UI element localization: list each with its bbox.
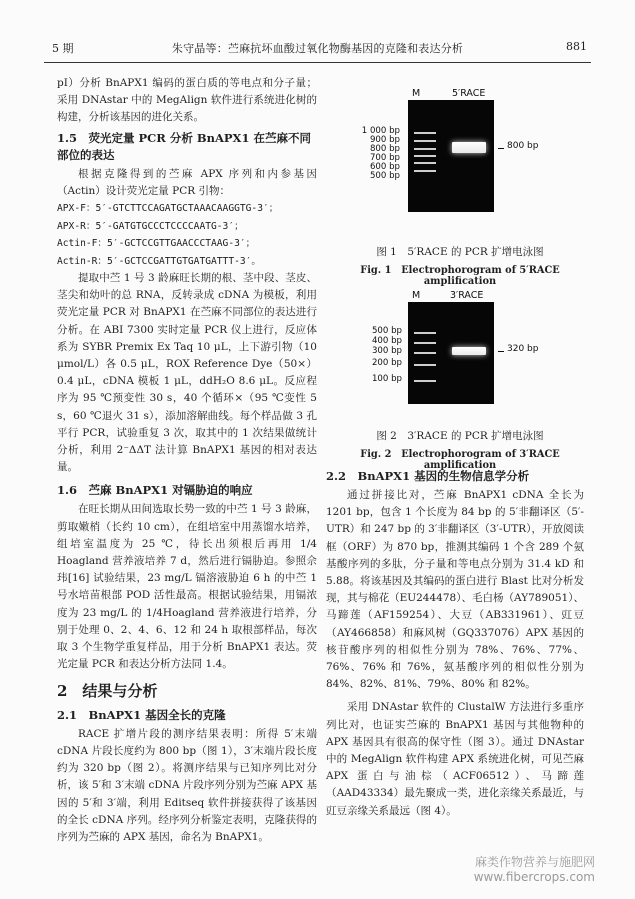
ladder-band [414,162,436,164]
lane-label-marker: M [412,88,421,99]
marker-label: 400 bp [371,336,402,346]
marker-label: 800 bp [369,144,400,154]
ladder-band [414,332,436,334]
section-2-1-paragraph: RACE 扩增片段的测序结果表明：所得 5′末端 cDNA 片段长度约为 800 bp（图 1），3′末端片段长度约为 320 bp（图 2）。将测序结果与已知序列比对分析，该 5′和 3′末端 cDNA 片段序列分别为苎麻 APX 基因的 5′和 3′端，利用 Editseq 软件拼接获得了该基因的全长 cDNA 序列。经序列分析鉴定表明，克隆获得的序列为苎麻的 APX 基因，命名为 BnAPX1。 [57,727,317,843]
marker-label: 300 bp [371,346,402,356]
running-header [44,40,591,58]
ladder-band [414,364,436,366]
section-1-5-heading: 1.5 荧光定量 PCR 分析 BnAPX1 在苎麻不同部位的表达 [57,130,311,162]
ladder-band [414,148,436,150]
watermark-line-1: 麻类作物营养与施肥网 [474,855,595,869]
figure-1-caption-cn: 图 1 5′RACE 的 PCR 扩增电泳图 [376,246,544,258]
watermark-line-2: www.fibercrops.com [473,870,595,884]
ladder-band [414,342,436,344]
section-1-5-paragraph-1: 根据克隆得到的苎麻 APX 序列和内参基因（Actin）设计荧光定量 PCR 引物： [57,167,317,197]
section-2-2-paragraph-1: 通过拼接比对，苎麻 BnAPX1 cDNA 全长为 1201 bp，包含 1 个长度为 84 bp 的 5′非翻译区（5′-UTR）和 247 bp 的 3′非翻译区（3′-UTR），开放阅读框（ORF）为 870 bp，推测其编码 1 个含 289 个氨基酸序列的多肽，分子量和等电点分别为 31.4 kD 和 5.88。将该基因及其编码的蛋白进行 Blast 比对分析发现，其与棉花（EU244478）、毛白杨（AY789051）、马蹄莲（AF159254）、大豆（AB331961）、豇豆（AY466858）和麻风树（GQ337076）APX 基因的核苷酸序列的相似性分别为 78%、76%、77%、76%、76% 和 76%，氨基酸序列的相似性分别为 84%、82%、81%、79%、80% 和 82%。 [326,489,584,691]
gel-image-5race [408,100,494,212]
ladder-band [414,352,436,354]
section-1-6-heading: 1.6 苎麻 BnAPX1 对镉胁迫的响应 [57,483,253,498]
marker-label: 500 bp [369,171,400,181]
band-size-label: 800 bp [507,141,539,151]
ladder-band [414,380,436,382]
lane-label-marker: M [412,290,421,301]
right-column [326,465,584,820]
lane-label-sample: 3′RACE [450,290,484,301]
section-2-heading: 2 结果与分析 [57,682,158,701]
issue-number: 5 期 [52,42,74,55]
ladder-band [414,170,436,172]
marker-label: 100 bp [371,374,402,384]
marker-label: 600 bp [369,162,400,172]
figure-2-caption-en: Fig. 2 Electrophorogram of 3′RACE amplification [360,449,560,471]
pcr-product-band [452,142,486,153]
primer-apx-r: APX-R：5′-GATGTGCCCTCCCCAATG-3′； [57,220,244,232]
figure-2 [340,290,580,471]
ladder-band [414,140,436,142]
section-2-1-heading: 2.1 BnAPX1 基因全长的克隆 [57,707,226,722]
left-column [57,75,317,846]
marker-label: 200 bp [371,358,402,368]
pcr-product-band [452,347,486,355]
band-size-label: 320 bp [507,344,539,354]
gel-image-3race [408,302,494,404]
section-2-2-paragraph-2: 采用 DNAstar 软件的 ClustalW 方法进行多重序列比对，也证实苎麻的 BnAPX1 基因与其他物种的 APX 基因具有很高的保守性（图 3）。通过 DNAstar 中的 MegAlign 软件构建 APX 系统进化树，可见苎麻 APX 蛋白与油棕（ACF06512）、马蹄莲（AAD43334）最先聚成一类，进化亲缘关系最近，与豇豆亲缘关系最远（图 4）。 [326,701,584,817]
primer-actin-f: Actin-F：5′-GCTCCGTTGAACCCTAAG-3′； [57,238,256,250]
primer-actin-r: Actin-R：5′-GCTCCGATTGTGATGATTT-3′。 [57,255,262,267]
section-1-6-paragraph: 在旺长期从田间选取长势一致的中苎 1 号 3 龄麻，剪取嫩梢（长约 10 cm），在组培室中用蒸馏水培养，组培室温度为 25 ℃，待长出须根后再用 1/4 Hoagland 营养液培养 7 d，然后进行镉胁迫。参照佘玮[16] 试验结果，23 mg/L 镉溶液胁迫 6 h 的中苎 1 号水培苗根部 POD 活性最高。根据试验结果，用镉浓度为 23 mg/L 的 1/4Hoagland 营养液进行培养，分别于处理 0、2、4、6、12 和 24 h 取根部样品，每次取 3 个生物学重复样品，用于分析 BnAPX1 表达。荧光定量 PCR 和表达分析方法同 1.4。 [57,503,317,671]
page-number: 881 [566,40,587,53]
marker-label: 1 000 bp [361,126,400,136]
band-pointer [498,148,504,149]
figure-1 [340,88,580,287]
band-pointer [498,351,504,352]
ladder-band [414,132,436,134]
header-rule [44,62,591,63]
lane-label-sample: 5′RACE [452,88,486,99]
running-title: 朱守晶等：苎麻抗坏血酸过氧化物酶基因的克隆和表达分析 [171,42,464,55]
figure-2-caption-cn: 图 2 3′RACE 的 PCR 扩增电泳图 [376,430,544,442]
figure-1-caption-en: Fig. 1 Electrophorogram of 5′RACE amplification [360,265,560,287]
site-watermark [474,855,595,885]
marker-label: 900 bp [369,135,400,145]
marker-label: 500 bp [371,326,402,336]
section-1-5-paragraph-2: 提取中苎 1 号 3 龄麻旺长期的根、茎中段、茎皮、茎尖和幼叶的总 RNA，反转录成 cDNA 为模板，利用荧光定量 PCR 对 BnAPX1 在苎麻不同部位的表达进行分析。在 ABI 7300 实时定量 PCR 仪上进行，反应体系为 SYBR Premix Ex Taq 10 μL，上下游引物（10 μmol/L）各 0.5 μL，ROX Reference Dye（50×）0.4 μL，cDNA 模板 1 μL，ddH₂O 8.6 μL。反应程序为 95 ℃预变性 30 s，40 个循环×（95 ℃变性 5 s，60 ℃退火 31 s），添加溶解曲线。每个样品做 3 孔平行 PCR，试验重复 3 次，取其中的 1 次结果做统计分析，利用 2⁻ΔΔT 法计算 BnAPX1 基因的相对表达量。 [57,272,317,474]
ladder-band [414,155,436,157]
primer-apx-f: APX-F：5′-GTCTTCCAGATGCTAAACAAGGTG-3′； [57,203,279,215]
marker-label: 700 bp [369,153,400,163]
section-2-2-heading: 2.2 BnAPX1 基因的生物信息学分析 [326,469,530,483]
intro-paragraph: pI）分析 BnAPX1 编码的蛋白质的等电点和分子量；采用 DNAstar 中的 MegAlign 软件进行系统进化树的构建，分析该基因的进化关系。 [57,77,317,124]
